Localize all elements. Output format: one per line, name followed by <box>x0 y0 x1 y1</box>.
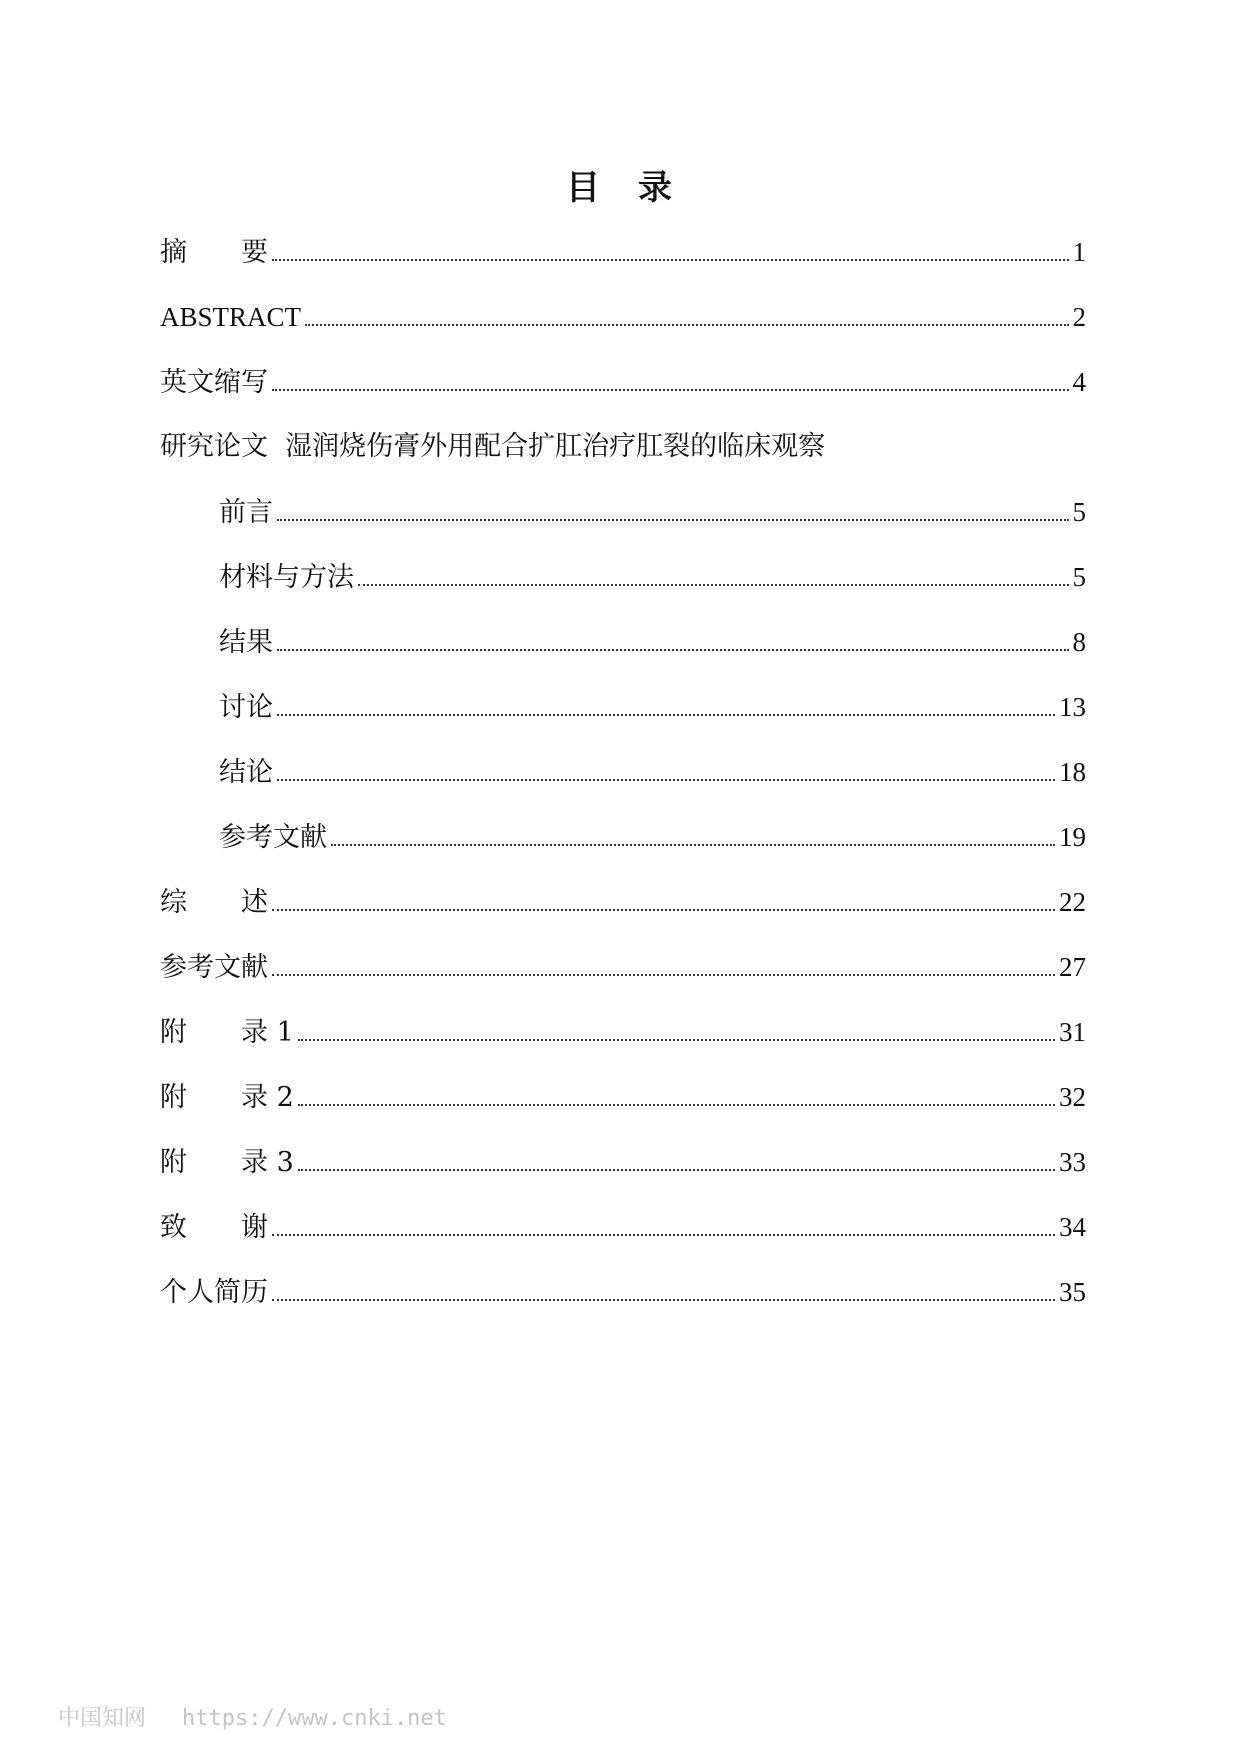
toc-entry-discussion[interactable] <box>219 687 1086 727</box>
toc-label: 英文缩写 <box>160 367 268 398</box>
dot-leader <box>298 1039 1055 1041</box>
dot-leader <box>272 909 1055 911</box>
watermark-site-name: 中国知网 <box>58 1706 147 1731</box>
toc-label: 材料与方法 <box>219 562 354 593</box>
toc-page-number: 33 <box>1059 1147 1086 1177</box>
toc-page-number: 8 <box>1072 627 1086 657</box>
toc-page-number: 2 <box>1072 302 1086 332</box>
toc-page-number: 32 <box>1059 1082 1086 1112</box>
toc-entry-conclusion[interactable] <box>219 752 1086 792</box>
dot-leader <box>277 714 1055 716</box>
toc-page-number: 31 <box>1059 1017 1086 1047</box>
toc-section-heading-research-paper[interactable]: 研究论文 湿润烧伤膏外用配合扩肛治疗肛裂的临床观察 <box>160 431 826 462</box>
watermark <box>44 1676 447 1732</box>
dot-leader <box>277 779 1055 781</box>
toc-page-number: 5 <box>1072 497 1086 527</box>
toc-label: 附 录 1 <box>160 1017 294 1048</box>
toc-entry-resume[interactable] <box>160 1272 1086 1312</box>
toc-label: 参考文献 <box>160 952 268 983</box>
toc-page-number: 35 <box>1059 1277 1086 1307</box>
dot-leader <box>331 844 1055 846</box>
toc-entry-appendix-3[interactable] <box>160 1142 1086 1182</box>
toc-label: 前言 <box>219 497 273 528</box>
dot-leader <box>358 584 1069 586</box>
toc-label: 致 谢 <box>160 1212 268 1243</box>
toc-entry-appendix-1[interactable] <box>160 1012 1086 1052</box>
watermark-url: https://www.cnki.net <box>182 1706 447 1731</box>
toc-entry-abstract-cn[interactable] <box>160 232 1086 272</box>
dot-leader <box>277 519 1069 521</box>
toc-label: 综 述 <box>160 887 268 918</box>
toc-page-number: 34 <box>1059 1212 1086 1242</box>
toc-page-number: 1 <box>1072 237 1086 267</box>
toc-entry-acknowledgements[interactable] <box>160 1207 1086 1247</box>
toc-page-number: 18 <box>1059 757 1086 787</box>
dot-leader <box>277 649 1069 651</box>
dot-leader <box>272 1299 1055 1301</box>
toc-page-number: 22 <box>1059 887 1086 917</box>
dot-leader <box>298 1169 1055 1171</box>
toc-label: 摘 要 <box>160 237 268 268</box>
toc-label: 附 录 2 <box>160 1082 294 1113</box>
toc-entry-paper-references[interactable] <box>219 817 1086 857</box>
dot-leader <box>272 389 1069 391</box>
dot-leader <box>298 1104 1055 1106</box>
toc-page-number: 19 <box>1059 822 1086 852</box>
toc-entry-materials-methods[interactable] <box>219 557 1086 597</box>
toc-label: 讨论 <box>219 692 273 723</box>
toc-entry-review[interactable] <box>160 882 1086 922</box>
toc-entry-references[interactable] <box>160 947 1086 987</box>
dot-leader <box>305 324 1068 326</box>
dot-leader <box>272 1234 1055 1236</box>
toc-label: ABSTRACT <box>160 302 302 332</box>
page-title: 目 录 <box>566 168 674 208</box>
toc-label: 结论 <box>219 757 273 788</box>
toc-page-number: 13 <box>1059 692 1086 722</box>
toc-label: 附 录 3 <box>160 1147 294 1178</box>
toc-entry-appendix-2[interactable] <box>160 1077 1086 1117</box>
toc-entry-abbreviations[interactable] <box>160 362 1086 402</box>
toc-entry-preface[interactable] <box>219 492 1086 532</box>
dot-leader <box>272 259 1069 261</box>
toc-label: 个人简历 <box>160 1277 268 1308</box>
toc-label: 结果 <box>219 627 273 658</box>
toc-entry-results[interactable] <box>219 622 1086 662</box>
toc-page-number: 27 <box>1059 952 1086 982</box>
dot-leader <box>272 974 1055 976</box>
toc-page-number: 5 <box>1072 562 1086 592</box>
toc-page-number: 4 <box>1072 367 1086 397</box>
toc-entry-abstract-en[interactable] <box>160 297 1086 337</box>
toc-label: 参考文献 <box>219 822 327 853</box>
